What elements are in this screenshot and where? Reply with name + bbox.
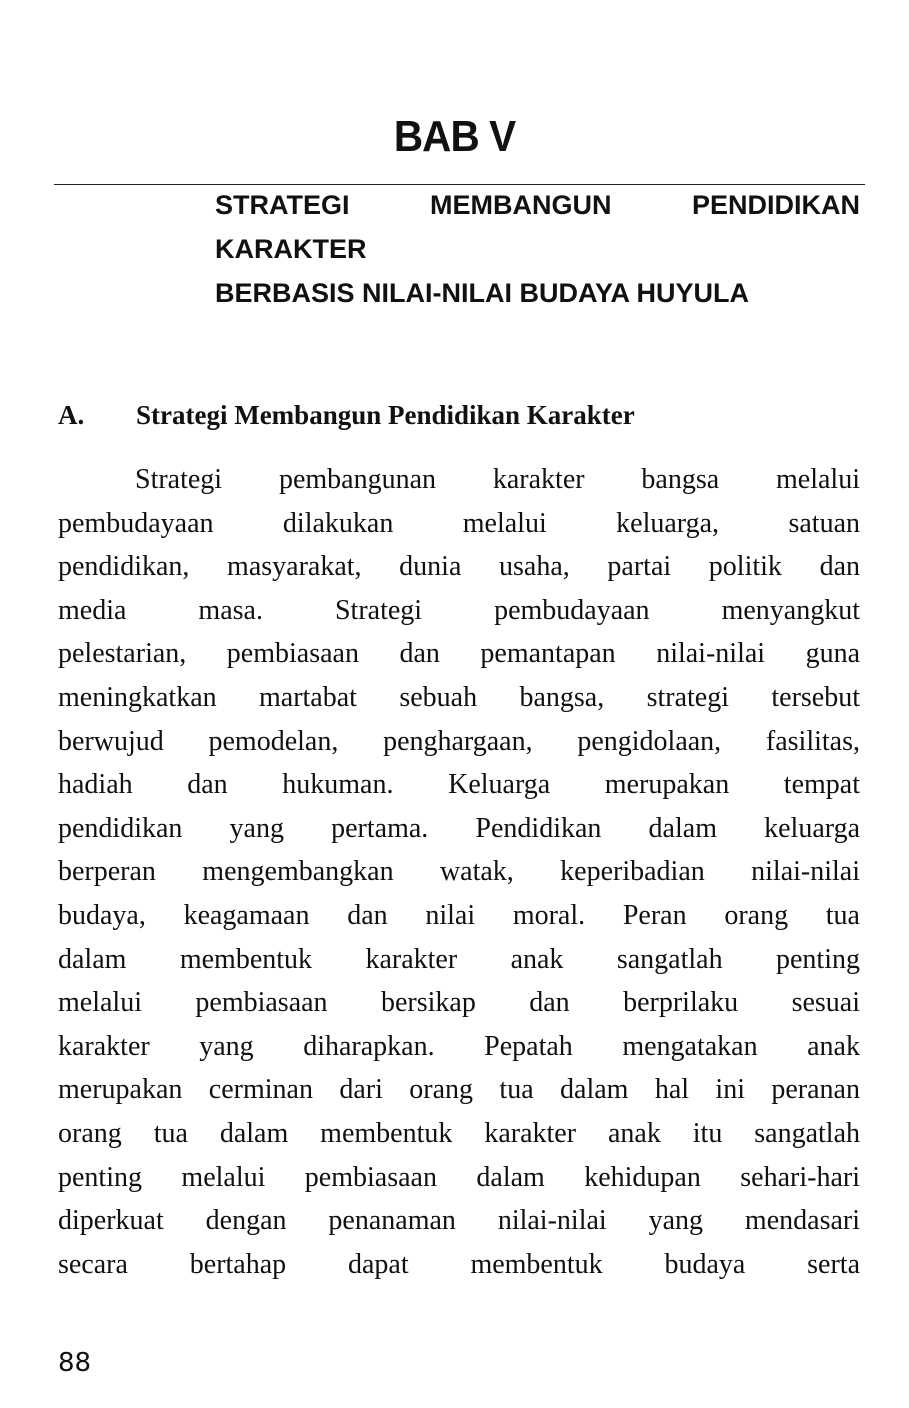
chapter-title: BAB V <box>393 112 516 161</box>
paragraph-line: berperan mengembangkan watak, keperibadian nilai-nilai <box>58 856 860 888</box>
paragraph-line: merupakan cerminan dari orang tua dalam hal ini peranan <box>58 1074 860 1106</box>
paragraph-line: penting melalui pembiasaan dalam kehidupan sehari-hari <box>58 1161 860 1193</box>
paragraph-line: berwujud pemodelan, penghargaan, pengidolaan, fasilitas, <box>58 725 860 757</box>
paragraph-line: melalui pembiasaan bersikap dan berprilaku sesuai <box>58 987 860 1019</box>
chapter-subtitle <box>215 183 860 315</box>
paragraph-line: diperkuat dengan penanaman nilai-nilai yang mendasari <box>58 1205 860 1237</box>
body-paragraph <box>58 458 860 1286</box>
paragraph-line: pembudayaan dilakukan melalui keluarga, satuan <box>58 507 860 539</box>
paragraph-line: orang tua dalam membentuk karakter anak itu sangatlah <box>58 1117 860 1149</box>
paragraph-line: dalam membentuk karakter anak sangatlah penting <box>58 943 860 975</box>
paragraph-line: Strategi pembangunan karakter bangsa melalui <box>135 464 860 495</box>
paragraph-line: pelestarian, pembiasaan dan pemantapan nilai-nilai guna <box>58 638 860 670</box>
paragraph-line: pendidikan, masyarakat, dunia usaha, partai politik dan <box>58 551 860 583</box>
page-number: 88 <box>58 1348 92 1378</box>
paragraph-line: karakter yang diharapkan. Pepatah mengatakan anak <box>58 1030 860 1062</box>
chapter-subtitle-line: STRATEGI MEMBANGUN PENDIDIKAN KARAKTER <box>215 190 860 264</box>
paragraph-line: pendidikan yang pertama. Pendidikan dalam keluarga <box>58 812 860 844</box>
section-title: Strategi Membangun Pendidikan Karakter <box>136 400 635 430</box>
section-number: A. <box>58 400 85 430</box>
paragraph-line: media masa. Strategi pembudayaan menyangkut <box>58 594 860 626</box>
paragraph-line: meningkatkan martabat sebuah bangsa, strategi tersebut <box>58 681 860 713</box>
paragraph-line: budaya, keagamaan dan nilai moral. Peran orang tua <box>58 899 860 931</box>
chapter-subtitle-line: BERBASIS NILAI-NILAI BUDAYA HUYULA <box>215 278 750 308</box>
paragraph-line: secara bertahap dapat membentuk budaya serta <box>58 1248 860 1280</box>
paragraph-line: hadiah dan hukuman. Keluarga merupakan tempat <box>58 769 860 801</box>
section-heading <box>58 400 635 431</box>
